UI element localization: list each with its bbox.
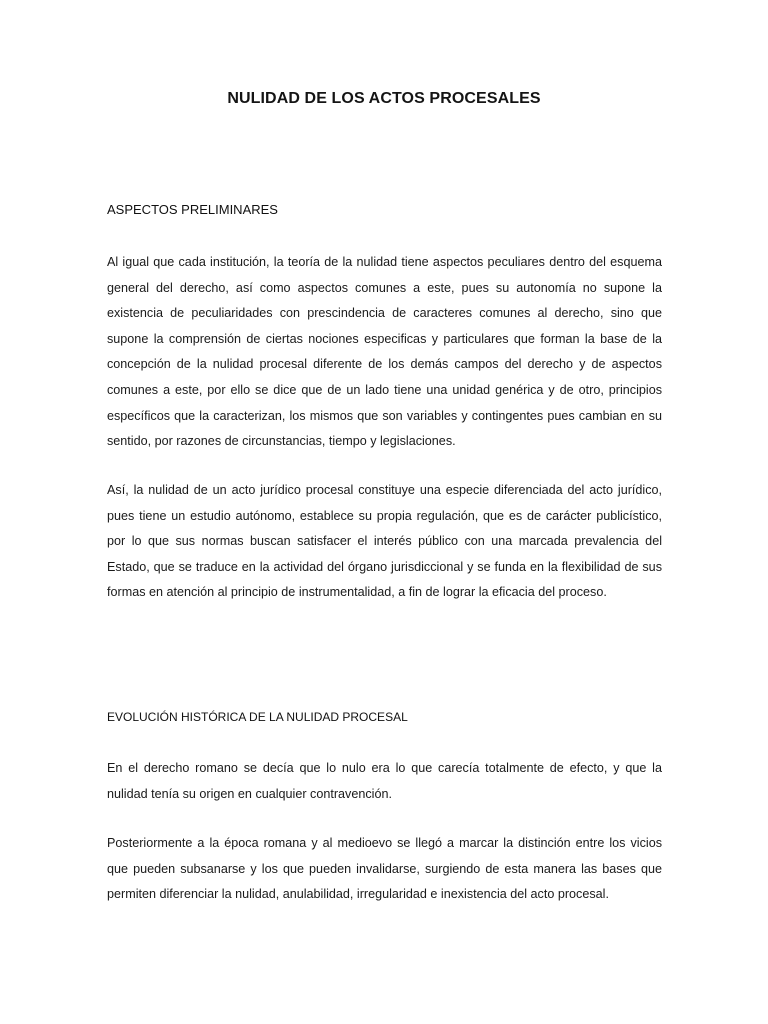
section-heading-evolucion-historica: EVOLUCIÓN HISTÓRICA DE LA NULIDAD PROCESAL	[107, 710, 408, 724]
paragraph: Así, la nulidad de un acto jurídico procesal constituye una especie diferenciada del acto jurídico, pues tiene un estudio autónomo, establece su propia regulación, que es de carácter publicístico, por lo que sus normas buscan satisfacer el interés público con una marcada prevalencia del Estado, que se traduce en la actividad del órgano jurisdiccional y se funda en la flexibilidad de sus formas en atención al principio de instrumentalidad, a fin de lograr la eficacia del proceso.	[107, 483, 662, 600]
page-title: NULIDAD DE LOS ACTOS PROCESALES	[227, 90, 541, 107]
paragraph: Al igual que cada institución, la teoría de la nulidad tiene aspectos peculiares dentro del esquema general del derecho, así como aspectos comunes a este, pues su autonomía no supone la existencia de peculiaridades con prescindencia de caracteres comunes al derecho, sino que supone la comprensión de ciertas nociones especificas y particulares que forman la base de la concepción de la nulidad procesal diferente de los demás campos del derecho y de aspectos comunes a este, por ello se dice que de un lado tiene una unidad genérica y de otro, principios específicos que la caracterizan, los mismos que son variables y contingentes pues cambian en su sentido, por razones de circunstancias, tiempo y legislaciones.	[107, 255, 662, 449]
section-heading-aspectos-preliminares: ASPECTOS PRELIMINARES	[107, 202, 278, 217]
paragraph: Posteriormente a la época romana y al medioevo se llegó a marcar la distinción entre los vicios que pueden subsanarse y los que pueden invalidarse, surgiendo de esta manera las bases que permiten diferenciar la nulidad, anulabilidad, irregularidad e inexistencia del acto procesal.	[107, 836, 662, 902]
paragraph: En el derecho romano se decía que lo nulo era lo que carecía totalmente de efecto, y que la nulidad tenía su origen en cualquier contravención.	[107, 761, 662, 801]
